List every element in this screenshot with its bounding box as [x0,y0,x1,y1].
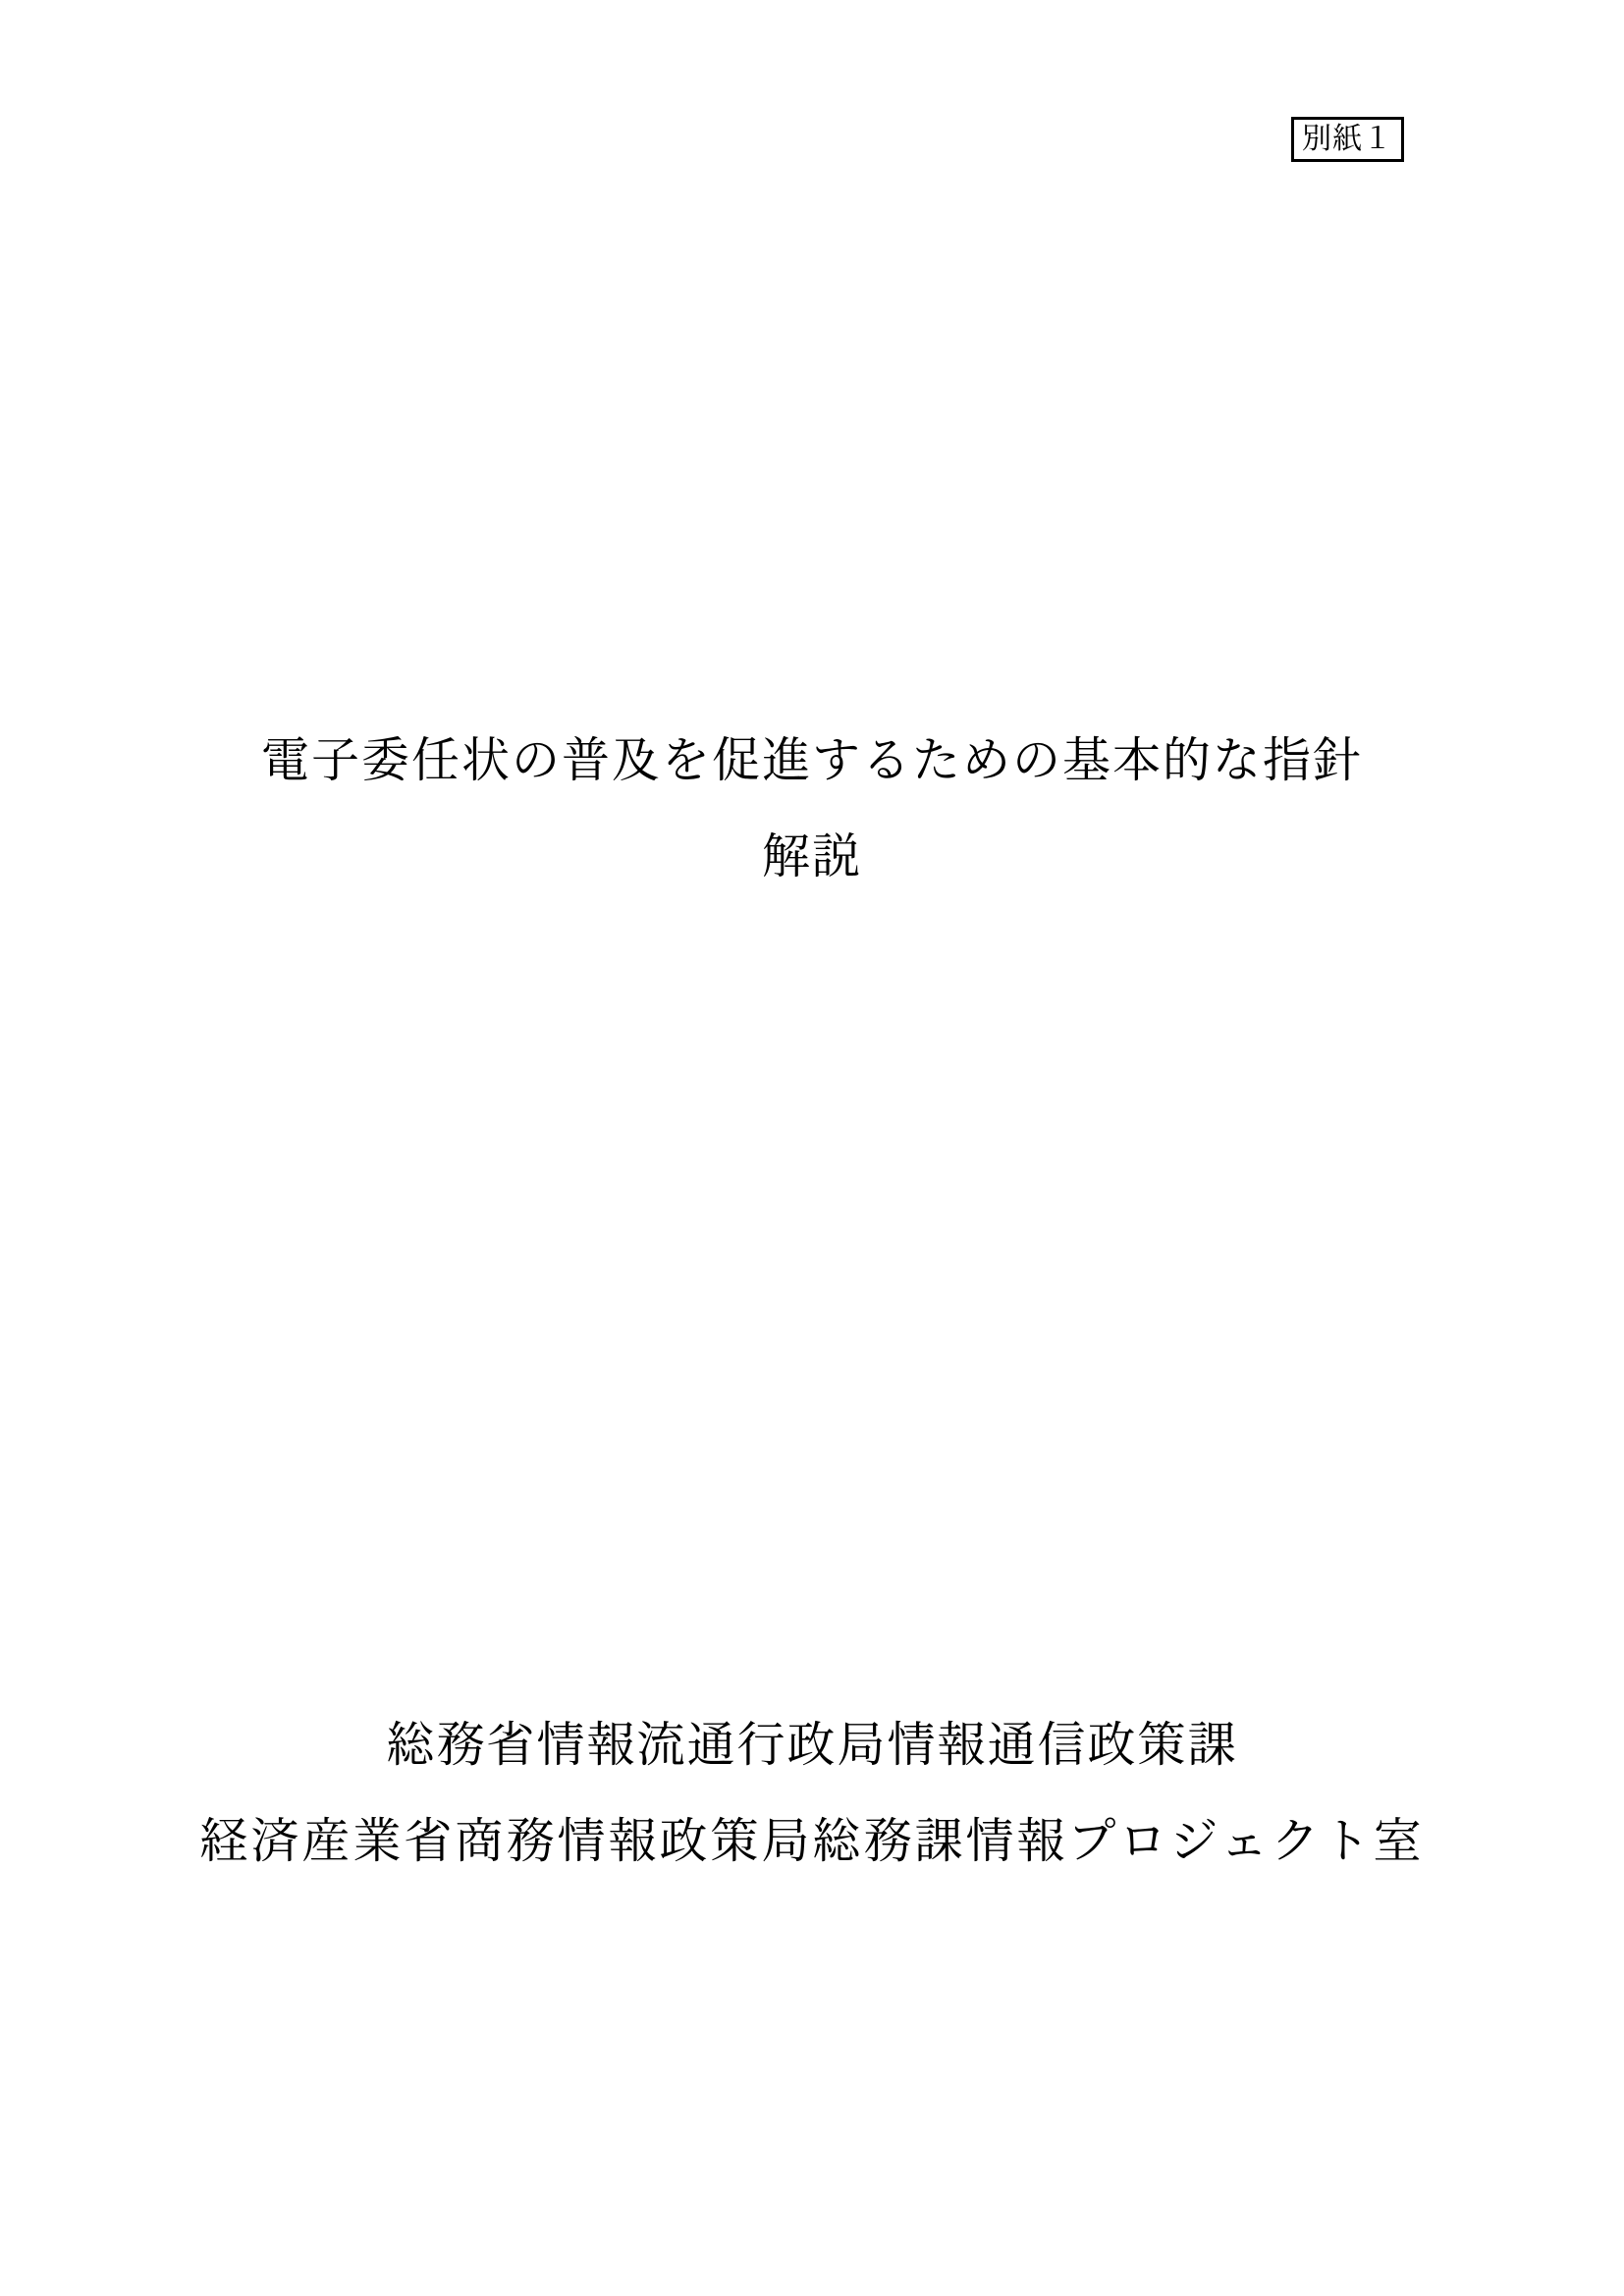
document-subtitle: 解説 [761,829,862,883]
attachment-number-label [1291,117,1404,162]
footer-organization-line: 総務省情報流通行政局情報通信政策課 [386,1718,1238,1772]
document-title: 電子委任状の普及を促進するための基本的な指針 [260,733,1363,787]
attachment-number-text: 別紙１ [1302,123,1393,155]
footer-organization-line: 経済産業省商務情報政策局総務課情報プロジェクト室 [199,1814,1425,1868]
